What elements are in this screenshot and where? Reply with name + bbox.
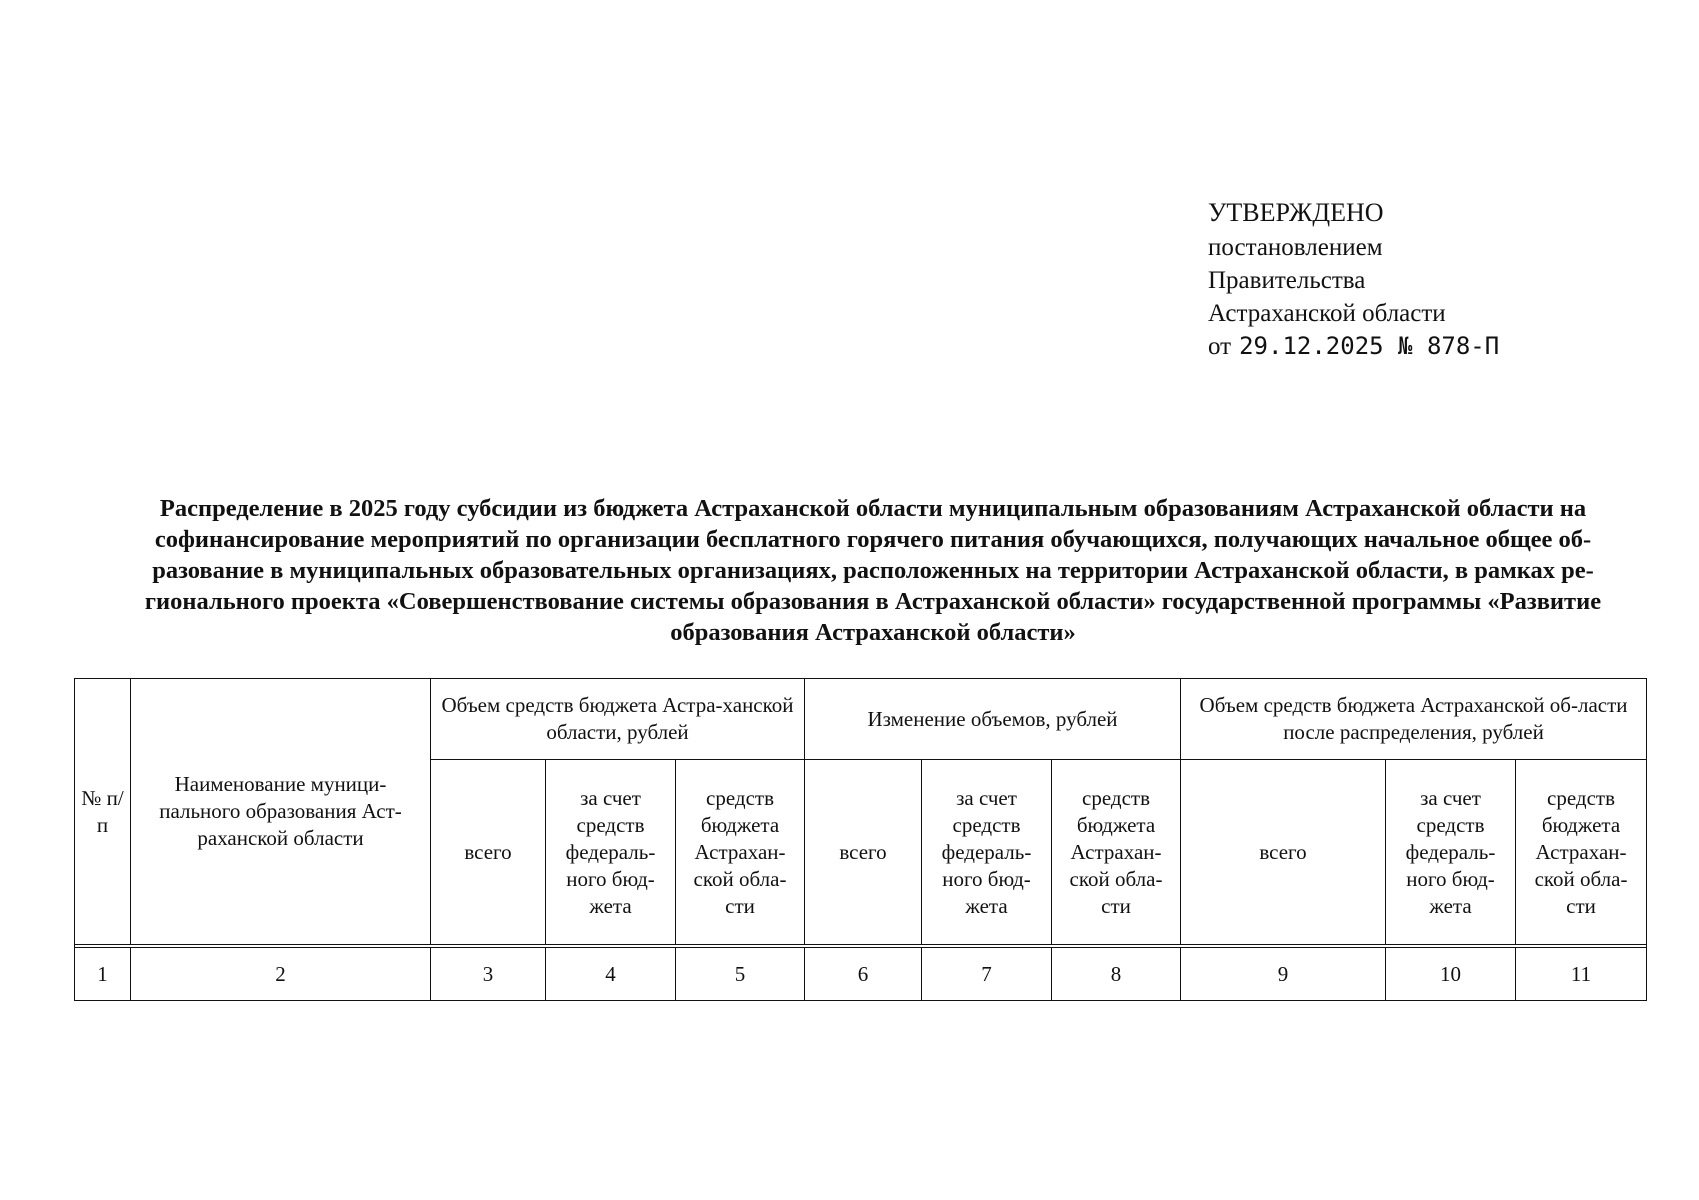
column-number: 4 bbox=[546, 948, 676, 1001]
approval-line-region: Астраханской области bbox=[1208, 300, 1446, 327]
title-line: образования Астраханской области» bbox=[670, 619, 1076, 646]
header-number: № п/п bbox=[75, 679, 131, 945]
subsidy-distribution-table bbox=[74, 678, 1647, 1001]
header-group-volume-after: Объем средств бюджета Астраханской об-ласти после распределения, рублей bbox=[1181, 679, 1647, 760]
header-regional-budget: средств бюджета Астрахан-ской обла-сти bbox=[676, 760, 805, 945]
column-number: 1 bbox=[75, 948, 131, 1001]
column-number: 2 bbox=[131, 948, 431, 1001]
approval-line-resolution: постановлением bbox=[1208, 234, 1383, 261]
approval-line-government: Правительства bbox=[1208, 267, 1366, 294]
column-number: 3 bbox=[431, 948, 546, 1001]
column-number: 6 bbox=[805, 948, 922, 1001]
header-group-budget-volume: Объем средств бюджета Астра-ханской области, рублей bbox=[431, 679, 805, 760]
header-total: всего bbox=[1181, 760, 1386, 945]
document-title bbox=[100, 493, 1646, 648]
column-number: 9 bbox=[1181, 948, 1386, 1001]
header-regional-budget: средств бюджета Астрахан-ской обла-сти bbox=[1052, 760, 1181, 945]
table-header-group-row bbox=[75, 679, 1647, 760]
title-line: разование в муниципальных образовательных организациях, расположенных на территории Астраханской области, в рамках ре- bbox=[152, 557, 1594, 584]
column-number: 11 bbox=[1516, 948, 1647, 1001]
column-number-row bbox=[75, 948, 1647, 1001]
header-group-volume-change: Изменение объемов, рублей bbox=[805, 679, 1181, 760]
column-number: 10 bbox=[1386, 948, 1516, 1001]
header-municipality-name: Наименование муници-пального образования Аст-раханской области bbox=[131, 679, 431, 945]
title-line: софинансирование мероприятий по организации бесплатного горячего питания обучающихся, получающих начальное общее об- bbox=[154, 526, 1592, 553]
approval-stamp bbox=[1208, 196, 1499, 363]
approved-heading: УТВЕРЖДЕНО bbox=[1208, 198, 1384, 227]
header-federal-budget: за счет средств федераль-ного бюд-жета bbox=[922, 760, 1052, 945]
header-federal-budget: за счет средств федераль-ного бюд-жета bbox=[1386, 760, 1516, 945]
header-total: всего bbox=[431, 760, 546, 945]
title-line: гионального проекта «Совершенствование системы образования в Астраханской области» государственной программы «Развитие bbox=[144, 588, 1602, 615]
title-line: Распределение в 2025 году субсидии из бюджета Астраханской области муниципальным образованиям Астраханской области на bbox=[159, 495, 1587, 522]
column-number: 8 bbox=[1052, 948, 1181, 1001]
header-total: всего bbox=[805, 760, 922, 945]
column-number: 5 bbox=[676, 948, 805, 1001]
header-regional-budget: средств бюджета Астрахан-ской обла-сти bbox=[1516, 760, 1647, 945]
approval-date-prefix: от bbox=[1208, 333, 1232, 360]
header-federal-budget: за счет средств федераль-ного бюд-жета bbox=[546, 760, 676, 945]
column-number: 7 bbox=[922, 948, 1052, 1001]
approval-date-line bbox=[1208, 330, 1499, 363]
approval-date-number: 29.12.2025 № 878-П bbox=[1239, 332, 1500, 360]
